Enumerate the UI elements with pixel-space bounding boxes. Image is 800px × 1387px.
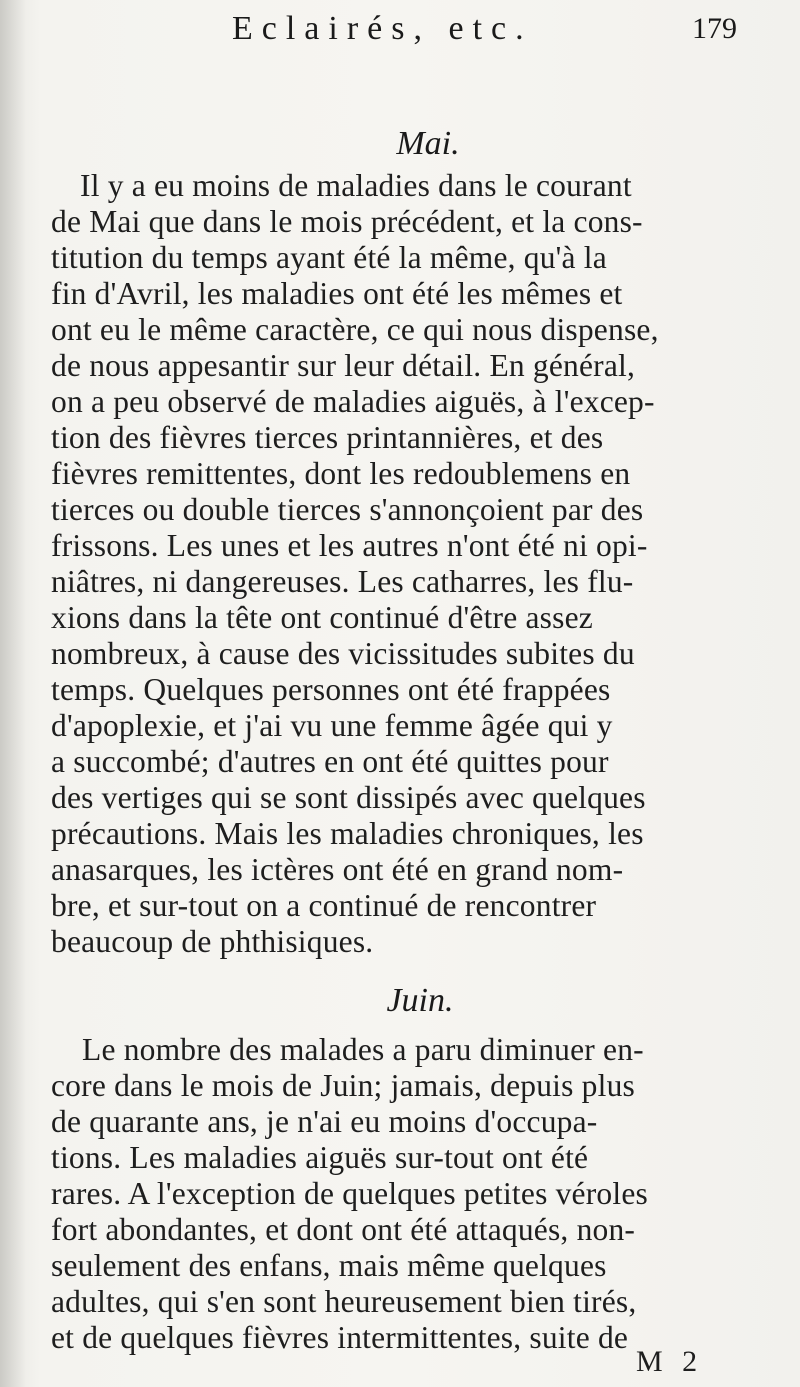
text-line: ont eu le même caractère, ce qui nous dispense, bbox=[51, 312, 659, 347]
text-line: adultes, qui s'en sont heureusement bien tirés, bbox=[51, 1284, 637, 1319]
text-line: niâtres, ni dangereuses. Les catharres, les flu- bbox=[51, 564, 634, 599]
text-line: fin d'Avril, les maladies ont été les mêmes et bbox=[51, 276, 623, 311]
text-line: seulement des enfans, mais même quelques bbox=[51, 1248, 607, 1283]
text-line: Il y a eu moins de maladies dans le courant bbox=[80, 168, 632, 203]
text-line: précautions. Mais les maladies chroniques, les bbox=[51, 816, 644, 851]
text-line: xions dans la tête ont continué d'être assez bbox=[51, 600, 593, 635]
running-title: Eclairés, etc. bbox=[232, 10, 533, 47]
text-line: titution du temps ayant été la même, qu'à la bbox=[51, 240, 607, 275]
text-line: temps. Quelques personnes ont été frappées bbox=[51, 672, 611, 707]
text-line: a succombé; d'autres en ont été quittes pour bbox=[51, 744, 609, 779]
text-line: d'apoplexie, et j'ai vu une femme âgée qui y bbox=[51, 708, 613, 743]
gutter-shadow bbox=[0, 0, 26, 1387]
page-number: 179 bbox=[692, 12, 737, 45]
text-line: de quarante ans, je n'ai eu moins d'occupa- bbox=[51, 1104, 598, 1139]
text-line: de Mai que dans le mois précédent, et la cons- bbox=[51, 204, 643, 239]
text-line: tion des fièvres tierces printannières, et des bbox=[51, 420, 604, 455]
text-line: bre, et sur-tout on a continué de rencontrer bbox=[51, 888, 597, 923]
text-line: tions. Les maladies aiguës sur-tout ont été bbox=[51, 1140, 589, 1175]
text-line: frissons. Les unes et les autres n'ont été ni opi- bbox=[51, 528, 648, 563]
text-line: on a peu observé de maladies aiguës, à l'excep- bbox=[51, 384, 655, 419]
text-line: de nous appesantir sur leur détail. En général, bbox=[51, 348, 636, 383]
text-line: nombreux, à cause des vicissitudes subites du bbox=[51, 636, 635, 671]
section-heading-juin: Juin. bbox=[386, 982, 454, 1019]
text-line: core dans le mois de Juin; jamais, depuis plus bbox=[51, 1068, 635, 1103]
text-line: tierces ou double tierces s'annonçoient par des bbox=[51, 492, 644, 527]
text-line: anasarques, les ictères ont été en grand nom- bbox=[51, 852, 624, 887]
text-line: beaucoup de phthisiques. bbox=[51, 924, 374, 959]
running-head bbox=[0, 10, 800, 60]
section-heading-mai: Mai. bbox=[396, 125, 460, 162]
text-line: fièvres remittentes, dont les redoublemens en bbox=[51, 456, 631, 491]
text-line: Le nombre des malades a paru diminuer en- bbox=[82, 1032, 644, 1067]
text-line: rares. A l'exception de quelques petites véroles bbox=[51, 1176, 648, 1211]
text-line: des vertiges qui se sont dissipés avec quelques bbox=[51, 780, 646, 815]
text-line: et de quelques fièvres intermittentes, suite de bbox=[51, 1320, 629, 1355]
catchword: M 2 bbox=[636, 1345, 704, 1378]
text-line: fort abondantes, et dont ont été attaqués, non- bbox=[51, 1212, 636, 1247]
